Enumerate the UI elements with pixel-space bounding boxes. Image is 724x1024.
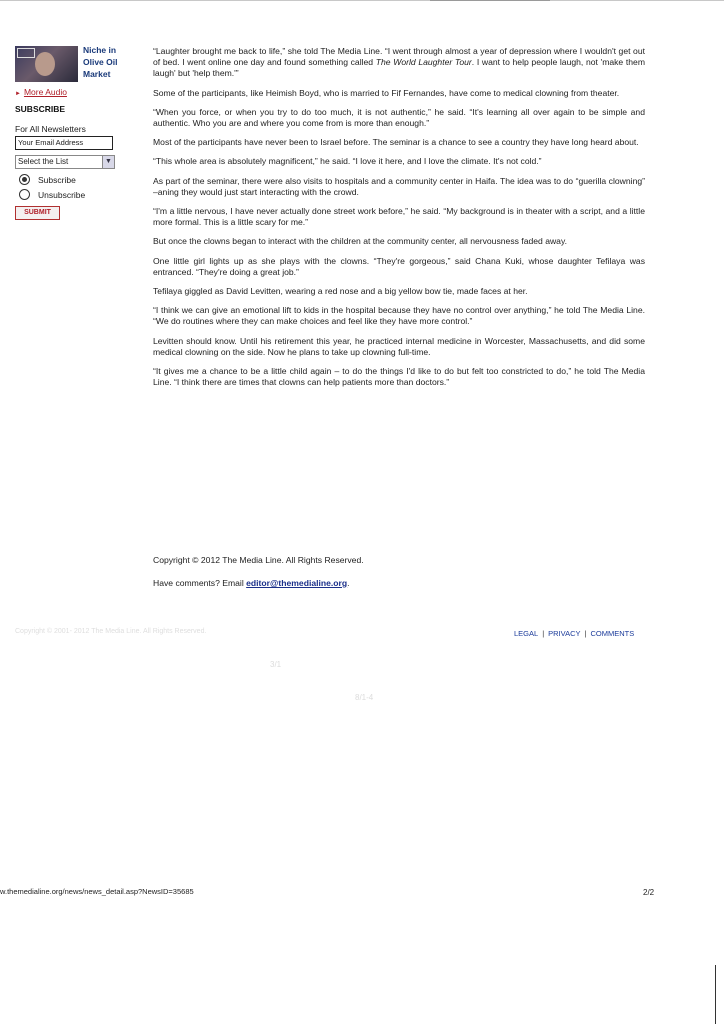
article-paragraph: “This whole area is absolutely magnificent,” he said. “I love it here, and I love the climate. It's not cold.” [153,156,542,167]
audio-thumbnail-image[interactable] [15,46,78,82]
handwritten-mark: 3/1 [270,660,282,669]
article-body [153,46,645,396]
article-paragraph: “I'm a little nervous, I have never actually done street work before,” he said. “My background is in theater with a script, and a little more formal. This is a little scary for me.” [153,206,645,228]
article-paragraph: Some of the participants, like Heimish Boyd, who is married to Fif Fernandes, have come to medical clowning from theater. [153,87,620,98]
site-copyright: Copyright © 2001- 2012 The Media Line. All Rights Reserved. [15,628,207,635]
subscribe-radio-option[interactable] [19,175,76,186]
unsubscribe-radio-label: Unsubscribe [38,190,86,200]
subscribe-heading: SUBSCRIBE [15,104,66,114]
link-separator: | [584,629,587,638]
article-paragraph: Most of the participants have never been to Israel before. The seminar is a chance to see a country they have long heard about. [153,137,639,148]
unsubscribe-radio[interactable] [19,189,30,200]
chevron-down-icon: ▼ [102,156,114,168]
list-select-value: Select the List [18,157,69,166]
unsubscribe-radio-option[interactable] [19,190,85,201]
article-paragraph: Levitten should know. Until his retirement this year, he practiced internal medicine in Worcester, Massachusetts, and did some medical clowning on the side. Now he plans to take up clowning full-time. [153,335,645,357]
person-photo [35,52,55,76]
email-input[interactable]: Your Email Address [15,136,113,150]
comments-link[interactable]: COMMENTS [590,629,635,638]
list-select[interactable] [15,155,115,169]
scan-top-mark [430,0,550,1]
more-audio-link[interactable] [15,87,67,100]
promo-link[interactable] [83,44,118,80]
editor-email-link[interactable]: editor@themedialine.org [246,578,348,588]
article-copyright: Copyright © 2012 The Media Line. All Rights Reserved. [153,555,364,565]
comments-suffix: . [347,578,350,588]
subscribe-radio-label: Subscribe [38,175,76,185]
article-paragraph: “I think we can give an emotional lift to kids in the hospital because they have no control over anything,” he told The Media Line. “We do routines where they can make choices and feel like they have more control.” [153,305,645,327]
scan-top-line [0,0,724,1]
subscribe-radio[interactable] [19,174,30,185]
article-paragraph: One little girl lights up as she plays with the clowns. “They're gorgeous,” said Chana Kuki, whose daughter Tefilaya was entranced. “They're doing a great job.” [153,255,645,277]
article-paragraph: “When you force, or when you try to do too much, it is not authentic,” he said. “It's learning all over again to be simple and authentic. Who you are and where you come from is more than enough.” [153,106,645,129]
footer-links [514,629,634,638]
legal-link[interactable]: LEGAL [514,629,539,638]
privacy-link[interactable]: PRIVACY [548,629,581,638]
article-paragraph: Tefilaya giggled as David Levitten, wearing a red nose and a big yellow bow tie, made faces at her. [153,286,528,297]
comments-line [153,578,350,588]
article-paragraph: But once the clowns began to interact with the children at the community center, all nervousness faded away. [153,236,568,247]
print-url: w.themedialine.org/news/news_detail.asp?NewsID=35685 [0,887,194,896]
article-paragraph: “Laughter brought me back to life,” she told The Media Line. “I went through almost a year of depression where I wouldn't get out of bed. I went online one day and found something called The World Laughter Tour. I want to help people laugh, not 'make them laugh' but 'help them.'” [153,46,645,79]
more-audio-label: More Audio [23,87,67,97]
book-title: The World Laughter Tour [375,57,472,68]
promo-line-1: Niche in [83,45,117,55]
promo-line-2: Olive Oil [83,57,118,67]
submit-button[interactable]: SUBMIT [15,206,60,220]
promo-line-3: Market [83,69,111,79]
page-number: 2/2 [643,888,655,897]
arrow-right-icon: ► [15,91,21,97]
handwritten-mark: 8/1-4 [355,693,374,702]
comments-prefix: Have comments? Email [153,578,247,588]
newsletter-label: For All Newsletters [15,124,86,134]
thumbnail-frame-icon [17,48,35,58]
link-separator: | [542,629,545,638]
scan-edge-line [715,965,716,1024]
article-paragraph: “It gives me a chance to be a little child again – to do the things I'd like to do but felt too constricted to do,” he told The Media Line. “I think there are times that clowns can help patients more than doctors.” [153,366,645,388]
article-paragraph: As part of the seminar, there were also visits to hospitals and a community center in Haifa. The idea was to do “guerilla clowning” –aning they would just start interacting with the crowd. [153,175,645,197]
